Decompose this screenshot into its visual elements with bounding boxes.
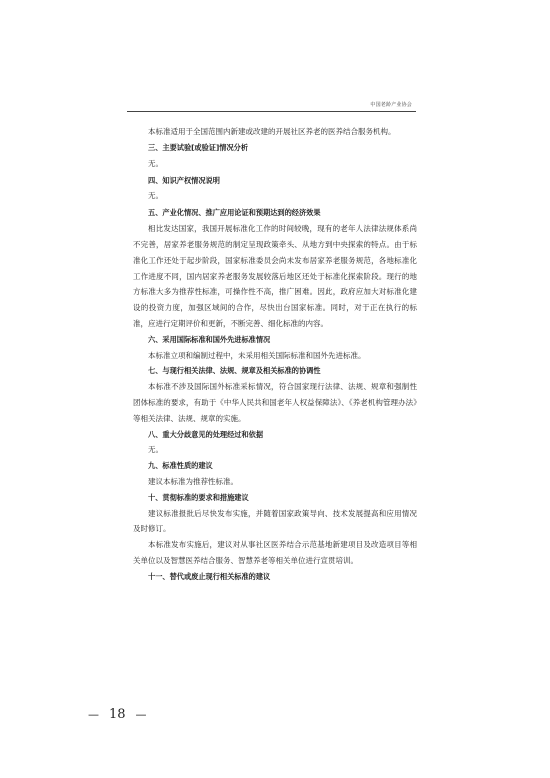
paragraph: 建议标准报批后尽快发布实施，并随着国家政策导向、技术发展提高和应用情况及时修订。: [133, 508, 417, 534]
page-footer: [88, 707, 147, 722]
paragraph: 相比发达国家，我国开展标准化工作的时间较晚，现有的老年人法律法规体系尚不完善，居家养老服务规范的制定呈现政策牵头、从地方到中央探索的特点。由于标准化工作还处于起步阶段，国家标准委员会尚未发布居家养老服务规范，各地标准化工作进度不同，国内居家养老服务发展较落后地区还处于标准化探索阶段。现行的地方标准大多为推荐性标准，可操作性不高，推广困难。因此，政府应加大对标准化建设的投资力度，加强区域间的合作，尽快出台国家标准。同时，对于正在执行的标准，应进行定期评价和更新，不断完善、细化标准的内容。: [133, 224, 417, 328]
paragraph: 无。: [148, 445, 163, 455]
section-heading: 十、贯彻标准的要求和措施建议: [148, 492, 249, 502]
running-header: 中国老龄产业协会: [370, 102, 412, 108]
section-heading: 八、重大分歧意见的处理经过和依据: [148, 429, 264, 439]
section-heading: 十一、替代或废止现行相关标准的建议: [148, 571, 271, 581]
paragraph: 本标准立项和编制过程中，未采用相关国际标准和国外先进标准。: [148, 350, 366, 360]
document-body: [133, 124, 417, 584]
paragraph: 建议本标准为推荐性标准。: [148, 476, 238, 486]
section-heading: 四、知识产权情况说明: [148, 175, 220, 185]
section-heading: 五、产业化情况、推广应用论证和预期达到的经济效果: [148, 208, 321, 218]
section-heading: 三、主要试验[或验证]情况分析: [148, 142, 249, 152]
section-heading: 六、采用国际标准和国外先进标准情况: [148, 334, 271, 344]
page-number: 18: [109, 707, 126, 722]
paragraph: 本标准发布实施后，建议对从事社区医养结合示范基地新建项目及改造项目等相关单位以及智慧医养结合服务、智慧养老等相关单位进行宣贯培训。: [133, 540, 417, 565]
section-heading: 七、与现行相关法律、法规、规章及相关标准的协调性: [148, 366, 321, 376]
paragraph: 本标准不涉及国际国外标准采标情况，符合国家现行法律、法规、规章和强制性团体标准的要求，有助于《中华人民共和国老年人权益保障法》、《养老机构管理办法》等相关法律、法规、规章的实施。: [133, 382, 417, 423]
paragraph: 无。: [148, 158, 163, 168]
paragraph: 本标准适用于全国范围内新建或改建的开展社区养老的医养结合服务机构。: [148, 127, 396, 136]
header-divider: [127, 111, 416, 112]
section-heading: 九、标准性质的建议: [148, 461, 213, 471]
paragraph: 无。: [148, 191, 163, 201]
footer-dash-right: —: [135, 708, 147, 721]
footer-dash-left: —: [88, 708, 99, 721]
